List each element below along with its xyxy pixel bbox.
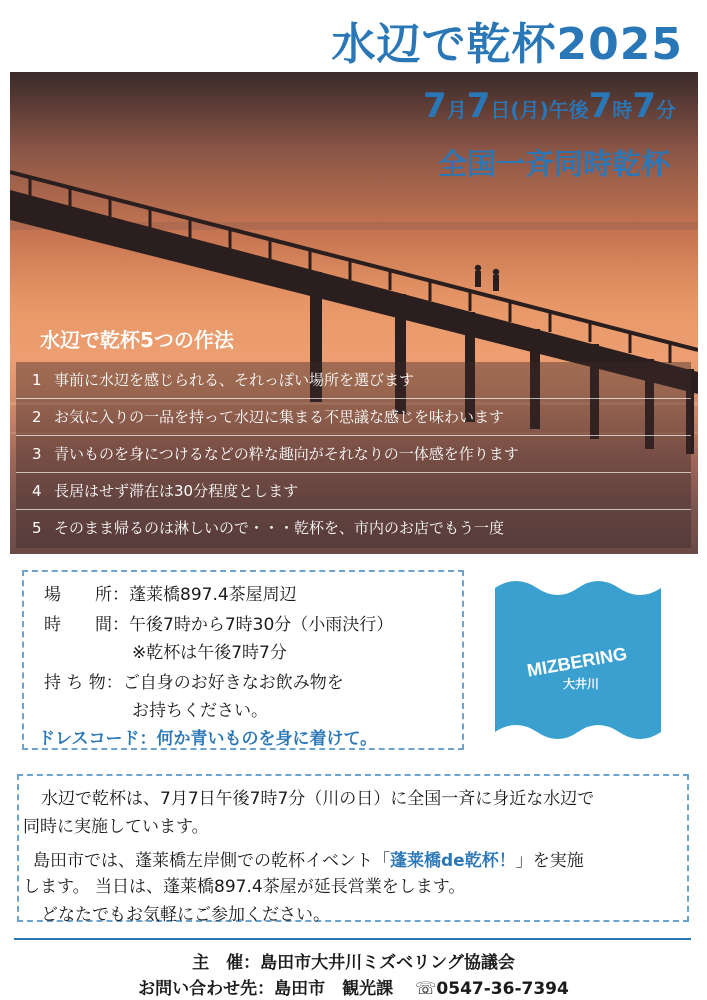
list-item-number: 1 <box>32 371 42 389</box>
bring-row <box>44 668 344 693</box>
date-month-unit: 月 <box>446 98 467 122</box>
time-row <box>44 610 393 635</box>
hero-photo <box>10 72 698 554</box>
manners-list-box <box>16 362 691 548</box>
event-date-time <box>423 86 676 126</box>
logo-text: MIZBERING <box>525 643 629 681</box>
summary-line: します。 当日は、蓬莱橋897.4茶屋が延長営業をします。 <box>23 877 466 897</box>
list-item-number: 5 <box>32 519 42 537</box>
date-minute-unit: 分 <box>656 98 676 122</box>
summary-text: 」を実施 <box>515 851 584 871</box>
date-day: 7 <box>466 86 491 126</box>
date-day-unit: 日 <box>490 98 511 122</box>
summary-line-with-highlight <box>33 846 584 871</box>
date-hour-unit: 時 <box>612 98 633 122</box>
manners-list <box>16 362 691 546</box>
summary-line: 同時に実施しています。 <box>23 817 209 837</box>
dress-code: ドレスコード：何か青いものを身に着けて。 <box>38 729 378 749</box>
event-name-highlight: 蓬莱橋de乾杯！ <box>390 851 516 871</box>
time-value: 午後7時から7時30分（小雨決行） <box>129 615 394 635</box>
phone-number: 0547-36-7394 <box>436 979 569 999</box>
list-item <box>16 362 691 399</box>
list-item-number: 2 <box>32 408 42 426</box>
list-item-number: 3 <box>32 445 42 463</box>
date-hour: 7 <box>588 86 613 126</box>
list-item-number: 4 <box>32 482 42 500</box>
contact-line <box>0 974 707 999</box>
footer-divider <box>14 938 691 940</box>
date-weekday: (月) <box>510 98 549 122</box>
list-item-text: お気に入りの一品を持って水辺に集まる不思議な感じを味わいます <box>54 408 505 426</box>
date-time-prefix: 午後 <box>548 98 589 122</box>
event-info-box <box>22 570 464 750</box>
list-item-text: 長居はせず滞在は30分程度とします <box>54 482 299 500</box>
list-item-text: 青いものを身につけるなどの粋な趣向がそれなりの一体感を作ります <box>54 445 519 463</box>
time-label: 時 間： <box>44 615 129 635</box>
list-item <box>16 510 691 546</box>
phone-icon: ☏ <box>415 979 437 999</box>
bring-value: ご自身のお好きなお飲み物を <box>122 673 344 693</box>
date-month: 7 <box>423 86 447 126</box>
manners-title: 水辺で乾杯5つの作法 <box>40 328 234 352</box>
mizbering-logo <box>495 578 661 742</box>
contact-text: お問い合わせ先：島田市 観光課 <box>138 979 394 999</box>
tagline: 全国一斉同時乾杯 <box>437 147 670 181</box>
summary-text: 島田市では、蓬莱橋左岸側での乾杯イベント「 <box>33 851 390 871</box>
place-row <box>44 580 297 605</box>
list-item <box>16 473 691 510</box>
date-minute: 7 <box>632 86 656 126</box>
page-title: 水辺で乾杯2025 <box>331 19 683 70</box>
summary-box <box>17 774 689 925</box>
bring-label: 持 ち 物： <box>44 673 123 693</box>
bring-value-cont: お持ちください。 <box>132 701 268 721</box>
list-item <box>16 436 691 473</box>
place-value: 蓬莱橋897.4茶屋周辺 <box>129 585 297 605</box>
list-item <box>16 399 691 436</box>
logo-subtext: 大井川 <box>562 677 600 691</box>
place-label: 場 所： <box>44 585 129 605</box>
list-item-text: そのまま帰るのは淋しいので・・・乾杯を、市内のお店でもう一度 <box>54 519 505 537</box>
list-item-text: 事前に水辺を感じられる、それっぽい場所を選びます <box>54 371 415 389</box>
summary-line: どなたでもお気軽にご参加ください。 <box>41 905 330 925</box>
time-note: ※乾杯は午後7時7分 <box>132 643 287 663</box>
organizer-line: 主 催：島田市大井川ミズベリング協議会 <box>192 953 515 973</box>
summary-line: 水辺で乾杯は、7月7日午後7時7分（川の日）に全国一斉に身近な水辺で <box>41 789 595 809</box>
